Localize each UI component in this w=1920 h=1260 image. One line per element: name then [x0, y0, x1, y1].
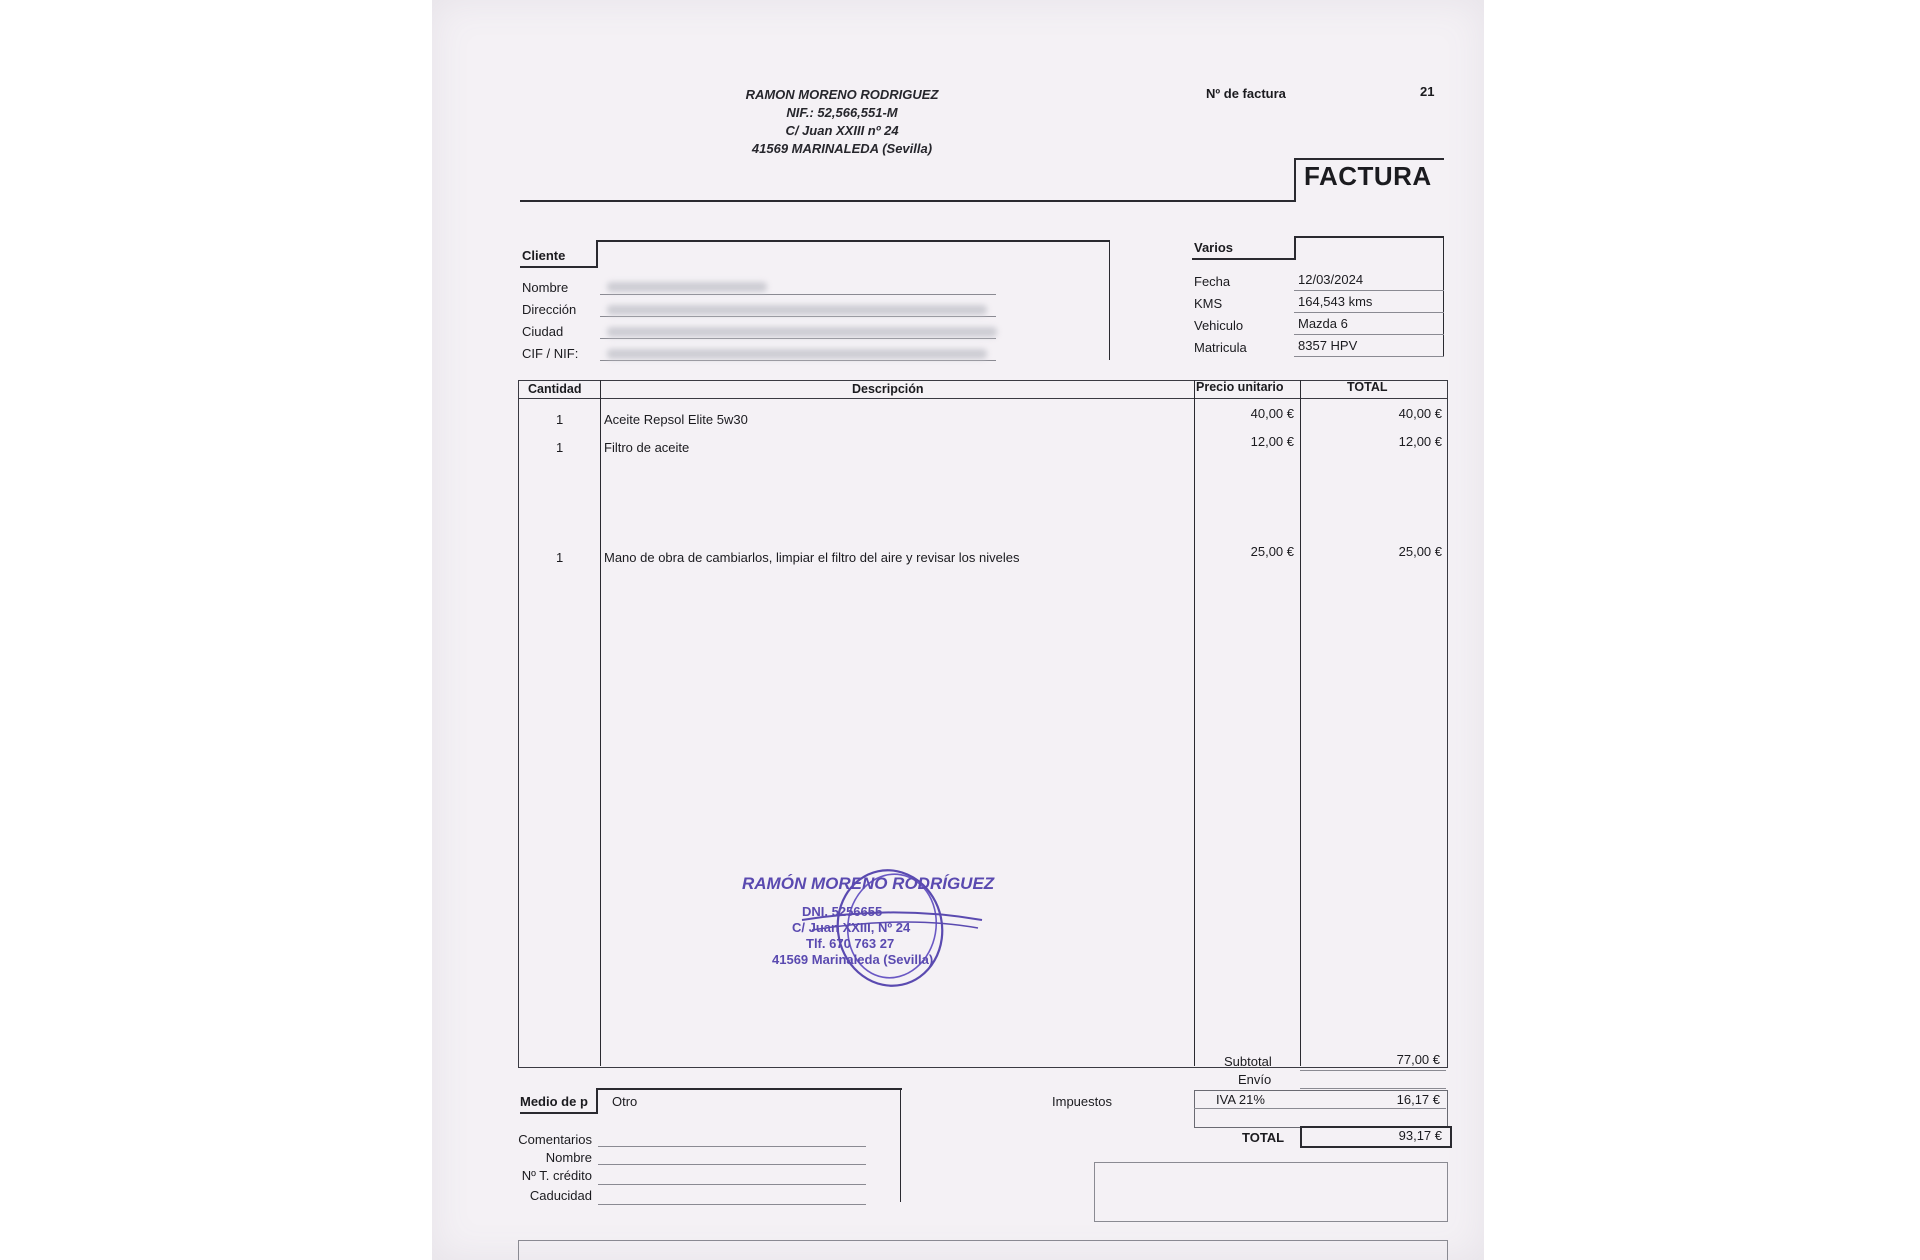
issuer-nif: NIF.: 52,566,551-M	[786, 105, 898, 120]
stamp-name: RAMÓN MORENO RODRÍGUEZ	[742, 874, 995, 893]
payment-section-label: Medio de p	[520, 1094, 588, 1109]
iva-label: IVA 21%	[1216, 1092, 1265, 1107]
invoice-title: FACTURA	[1304, 161, 1432, 191]
vehiculo-value: Mazda 6	[1298, 316, 1348, 331]
item-1-qty: 1	[556, 412, 564, 427]
payment-comentarios-label: Comentarios	[518, 1132, 592, 1147]
total-value: 93,17 €	[1398, 1128, 1442, 1143]
invoice-sheet	[432, 0, 1484, 1260]
iva-value: 16,17 €	[1396, 1092, 1440, 1107]
payment-method: Otro	[612, 1094, 638, 1109]
payment-credit-label: Nº T. crédito	[521, 1168, 592, 1183]
header-qty: Cantidad	[528, 382, 582, 396]
header-desc: Descripción	[852, 382, 924, 396]
payment-nombre-label: Nombre	[545, 1150, 592, 1165]
item-3-desc: Mano de obra de cambiarlos, limpiar el filtro del aire y revisar los niveles	[604, 550, 1020, 565]
invoice-number-label: Nº de factura	[1206, 86, 1286, 101]
header-total: TOTAL	[1347, 380, 1388, 394]
item-1-unit: 40,00 €	[1250, 406, 1294, 421]
client-name-label: Nombre	[522, 280, 569, 295]
kms-value: 164,543 kms	[1298, 294, 1373, 309]
invoice-number: 21	[1420, 84, 1435, 99]
company-stamp	[742, 868, 1042, 998]
client-city-label: Ciudad	[522, 324, 564, 339]
item-2-total: 12,00 €	[1398, 434, 1442, 449]
item-2-desc: Filtro de aceite	[604, 440, 690, 455]
item-1-desc: Aceite Repsol Elite 5w30	[604, 412, 748, 427]
item-3-unit: 25,00 €	[1250, 544, 1294, 559]
stamp-phone: Tlf. 670 763 27	[806, 936, 895, 951]
notes-box	[1094, 1162, 1448, 1222]
subtotal-value: 77,00 €	[1396, 1052, 1440, 1067]
issuer-name: RAMON MORENO RODRIGUEZ	[745, 87, 939, 102]
client-cif-label: CIF / NIF:	[522, 346, 579, 361]
redacted-client-address	[607, 305, 987, 315]
envio-label: Envío	[1238, 1072, 1272, 1087]
issuer-street: C/ Juan XXIII nº 24	[785, 123, 899, 138]
matricula-value: 8357 HPV	[1298, 338, 1358, 353]
item-2-qty: 1	[556, 440, 564, 455]
impuestos-label: Impuestos	[1052, 1094, 1112, 1109]
vehiculo-label: Vehiculo	[1194, 318, 1244, 333]
fecha-value: 12/03/2024	[1298, 272, 1364, 287]
stamp-street: C/ Juan XXIII, Nº 24	[792, 920, 911, 935]
redacted-client-cif	[607, 349, 987, 359]
total-label: TOTAL	[1242, 1130, 1285, 1145]
item-3-qty: 1	[556, 550, 564, 565]
kms-label: KMS	[1194, 296, 1223, 311]
payment-caducidad-label: Caducidad	[529, 1188, 592, 1203]
header-unit: Precio unitario	[1196, 380, 1284, 394]
fecha-label: Fecha	[1194, 274, 1231, 289]
redacted-client-name	[607, 282, 767, 292]
client-section-label: Cliente	[522, 248, 566, 263]
item-2-unit: 12,00 €	[1250, 434, 1294, 449]
redacted-client-city	[607, 327, 997, 337]
subtotal-label: Subtotal	[1224, 1054, 1272, 1069]
item-3-total: 25,00 €	[1398, 544, 1442, 559]
stamp-dni: DNI. 5256655	[802, 904, 883, 919]
issuer-city: 41569 MARINALEDA (Sevilla)	[751, 141, 933, 156]
footer-box	[518, 1240, 1448, 1260]
client-address-label: Dirección	[522, 302, 577, 317]
matricula-label: Matricula	[1194, 340, 1247, 355]
stamp-city: 41569 Marinaleda (Sevilla)	[772, 952, 934, 967]
issuer-block	[712, 86, 972, 158]
item-1-total: 40,00 €	[1398, 406, 1442, 421]
varios-section-label: Varios	[1194, 240, 1234, 255]
